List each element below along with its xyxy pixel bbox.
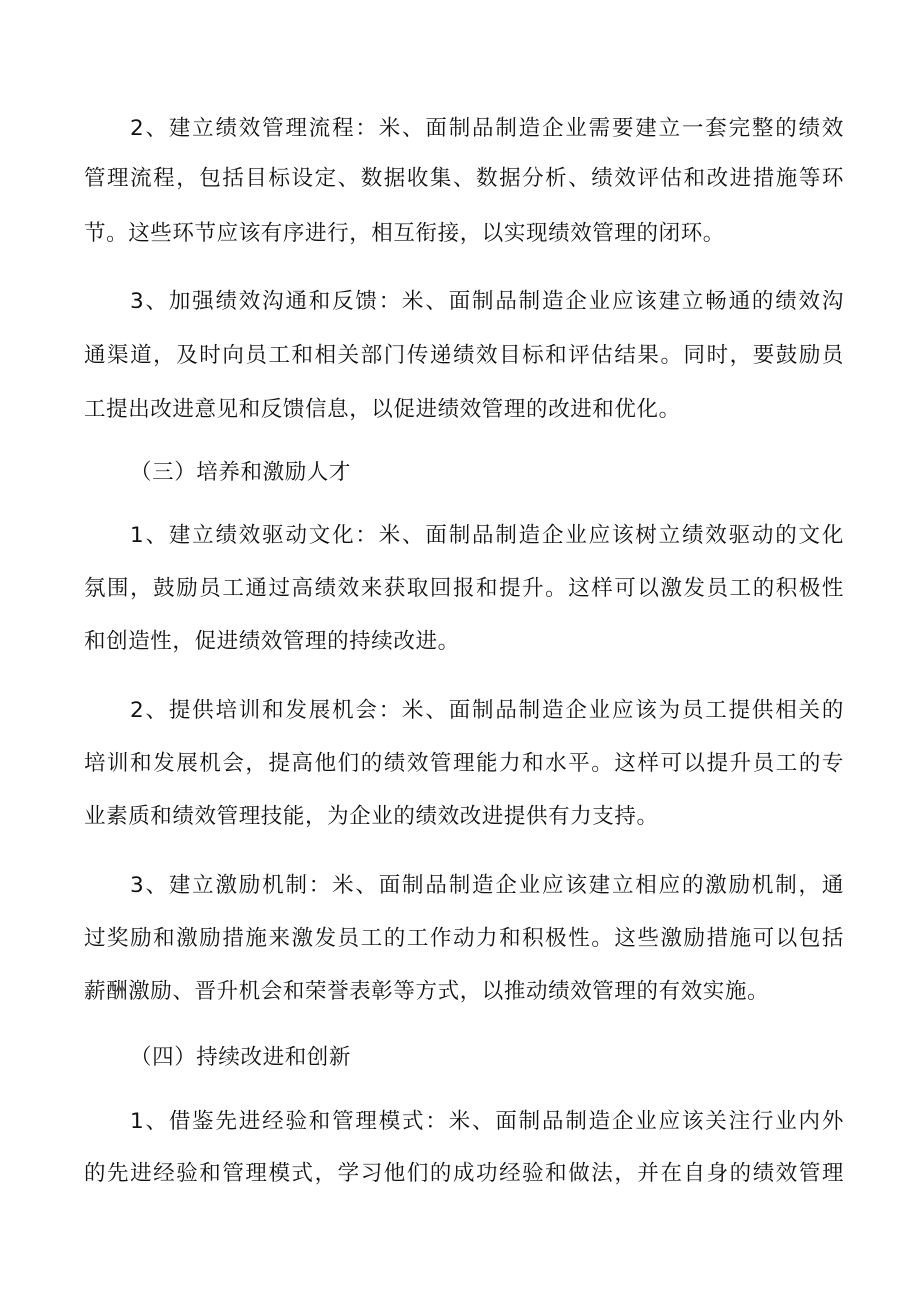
- paragraph-line: 1、借鉴先进经验和管理模式：米、面制品制造企业应该关注行业内外: [130, 1109, 844, 1134]
- paragraph-line: 2、建立绩效管理流程：米、面制品制造企业需要建立一套完整的绩效: [130, 116, 844, 141]
- section-heading: （三）培养和激励人才: [130, 460, 352, 485]
- paragraph-line: 节。这些环节应该有序进行，相互衔接，以实现绩效管理的闭环。: [84, 221, 725, 246]
- paragraph-line: 和创造性，促进绩效管理的持续改进。: [84, 629, 460, 654]
- paragraph-line: 业素质和绩效管理技能，为企业的绩效改进提供有力支持。: [84, 804, 659, 829]
- paragraph-line: 培训和发展机会，提高他们的绩效管理能力和水平。这样可以提升员工的专: [84, 751, 844, 776]
- paragraph-line: 2、提供培训和发展机会：米、面制品制造企业应该为员工提供相关的: [130, 698, 844, 723]
- paragraph-line: 氛围，鼓励员工通过高绩效来获取回报和提升。这样可以激发员工的积极性: [84, 576, 844, 601]
- paragraph-line: 3、建立激励机制：米、面制品制造企业应该建立相应的激励机制，通: [130, 873, 844, 898]
- paragraph-line: 3、加强绩效沟通和反馈：米、面制品制造企业应该建立畅通的绩效沟: [130, 289, 844, 314]
- paragraph-line: 管理流程，包括目标设定、数据收集、数据分析、绩效评估和改进措施等环: [84, 166, 844, 191]
- paragraph-line: 通渠道，及时向员工和相关部门传递绩效目标和评估结果。同时，要鼓励员: [84, 343, 844, 368]
- paragraph-line: 过奖励和激励措施来激发员工的工作动力和积极性。这些激励措施可以包括: [84, 926, 844, 951]
- paragraph-line: 工提出改进意见和反馈信息，以促进绩效管理的改进和优化。: [84, 397, 681, 422]
- paragraph-line: 薪酬激励、晋升机会和荣誉表彰等方式，以推动绩效管理的有效实施。: [84, 979, 770, 1004]
- paragraph-line: 1、建立绩效驱动文化：米、面制品制造企业应该树立绩效驱动的文化: [130, 523, 844, 548]
- paragraph-line: 的先进经验和管理模式，学习他们的成功经验和做法，并在自身的绩效管理: [84, 1161, 844, 1186]
- section-heading: （四）持续改进和创新: [130, 1045, 352, 1070]
